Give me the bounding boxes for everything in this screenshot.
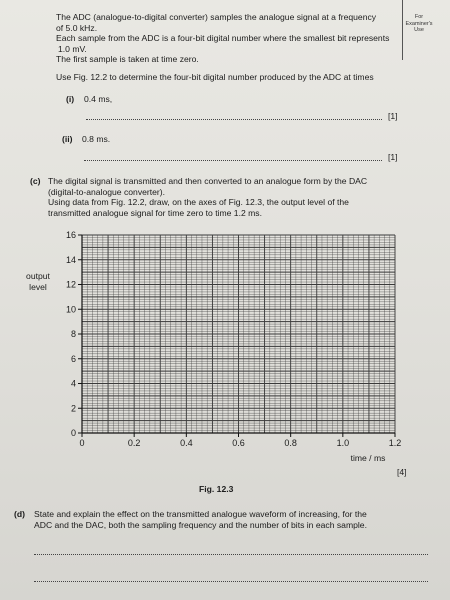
part-ii-text: 0.8 ms. — [82, 134, 111, 144]
part-i-marks: [1] — [388, 111, 398, 121]
part-c-label: (c) — [30, 176, 41, 186]
part-c-line-3: Using data from Fig. 12.2, draw, on the axes of Fig. 12.3, the output level of the — [48, 197, 349, 207]
part-c-marks: [4] — [397, 467, 407, 477]
part-i-text: 0.4 ms, — [84, 94, 113, 104]
part-d-answer-line-2[interactable] — [34, 581, 428, 582]
part-c-line-1: The digital signal is transmitted and then converted to an analogue form by the DAC — [48, 176, 368, 186]
margin-note-line-3: Use — [414, 27, 424, 33]
intro-line-5: The first sample is taken at time zero. — [56, 54, 199, 64]
y-tick-label: 2 — [70, 403, 76, 414]
x-tick-label: 1.2 — [388, 438, 402, 448]
intro-line-1: The ADC (analogue-to-digital converter) samples the analogue signal at a frequency — [56, 12, 377, 22]
intro-line-4: 1.0 mV. — [58, 43, 87, 54]
y-tick-label: 6 — [70, 353, 76, 364]
y-tick-label: 16 — [65, 230, 76, 240]
part-c-line-4: transmitted analogue signal for time zero to time 1.2 ms. — [48, 207, 262, 218]
y-tick-label: 10 — [65, 304, 76, 315]
figure-caption: Fig. 12.3 — [199, 484, 234, 494]
x-tick-label: 0.4 — [180, 438, 193, 448]
y-axis-label-line-2: level — [29, 282, 47, 292]
part-i-label: (i) — [66, 94, 75, 104]
part-d-answer-line-1[interactable] — [34, 554, 428, 555]
margin-note-line-1: For — [414, 14, 424, 20]
part-d-label: (d) — [14, 509, 25, 519]
part-ii-marks: [1] — [388, 152, 398, 162]
margin-note-line-2: Examiner's — [405, 20, 433, 27]
part-d-line-2: ADC and the DAC, both the sampling frequency and the number of bits in each sample. — [34, 519, 367, 530]
intro-line-2: of 5.0 kHz. — [56, 22, 98, 33]
y-tick-label: 4 — [70, 378, 76, 389]
part-ii-label: (ii) — [62, 134, 73, 144]
instruction-text: Use Fig. 12.2 to determine the four-bit digital number produced by the ADC at times — [56, 72, 374, 82]
y-tick-label: 0 — [70, 428, 76, 438]
part-d-line-1: State and explain the effect on the transmitted analogue waveform of increasing, for the — [34, 509, 367, 519]
intro-line-3: Each sample from the ADC is a four-bit digital number where the smallest bit represents — [56, 33, 390, 43]
y-axis-label-line-1: output — [26, 271, 50, 281]
part-c-line-2: (digital-to-analogue converter). — [48, 186, 166, 197]
x-tick-label: 0.8 — [284, 438, 297, 448]
x-axis-label: time / ms — [350, 453, 386, 463]
y-tick-label: 8 — [70, 329, 76, 339]
x-tick-label: 0.6 — [232, 438, 245, 448]
y-tick-label: 12 — [65, 279, 76, 290]
y-tick-label: 14 — [65, 254, 76, 265]
x-tick-label: 0 — [79, 438, 85, 448]
part-d-paragraph — [34, 509, 367, 530]
x-tick-label: 0.2 — [127, 438, 141, 448]
x-tick-label: 1.0 — [336, 438, 350, 448]
